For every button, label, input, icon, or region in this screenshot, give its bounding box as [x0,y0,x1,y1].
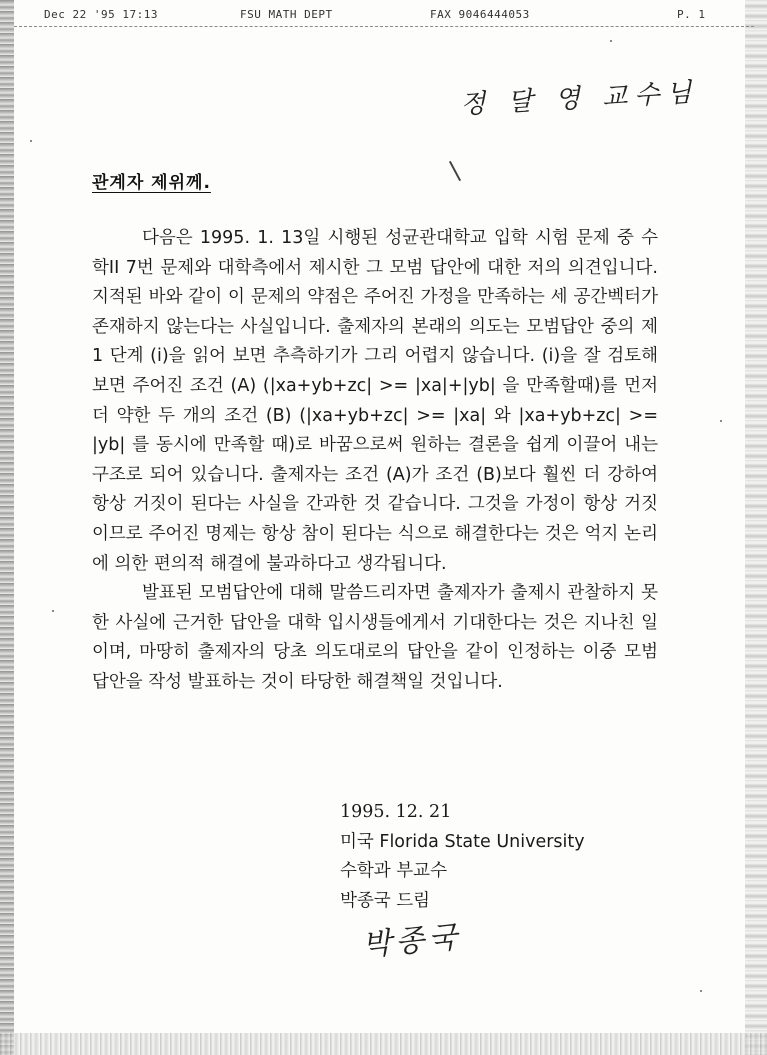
fax-header-date: Dec 22 '95 17:13 [44,8,158,21]
sender-position: 수학과 부교수 [340,861,447,881]
signature-block [340,798,585,916]
fax-header-number: FAX 9046444053 [430,8,530,21]
fax-noise-left [0,0,14,1055]
handwritten-recipient: 정 달 영 교수님 [459,77,700,121]
pen-stroke-mark [449,161,461,181]
fax-speck [610,40,612,42]
fax-header-dept: FSU MATH DEPT [240,8,333,21]
fax-header-rule [14,26,754,27]
body-paragraph: 다음은 1995. 1. 13일 시행된 성균관대학교 입학 시험 문제 중 수학II 7번 문제와 대학측에서 제시한 그 모범 답안에 대한 저의 의견입니다. 지적된 바와 같이 이 문제의 약점은 주어진 가정을 만족하는 세 공간벡터가 존재하지 않는다는 사실입니다. 출제자의 본래의 의도는 모범답안 중의 제 1 단계 (i)을 읽어 보면 추측하기가 그리 어렵지 않습니다. (i)을 잘 검토해 보면 주어진 조건 (A) (|xa+yb+zc| >= |xa|+|yb| 을 만족할때)를 먼저 더 약한 두 개의 조건 (B) (|xa+yb+zc| >= |xa| 와 |xa+yb+zc| >= |yb| 를 동시에 만족할 때)로 바꿈으로써 원하는 결론을 쉽게 이끌어 내는 구조로 되어 있습니다. 출제자는 조건 (A)가 조건 (B)보다 훨씬 더 강하여 항상 거짓이 된다는 사실을 간과한 것 같습니다. 그것을 가정이 항상 거짓이므로 주어진 명제는 항상 참이 된다는 식으로 해결한다는 것은 억지 논리에 의한 편의적 해결에 불과하다고 생각됩니다. [92,228,658,574]
fax-noise-right [745,0,767,1055]
fax-speck [720,420,722,422]
fax-header-page: P. 1 [677,8,706,21]
letter-date: 1995. 12. 21 [340,802,452,822]
sender-affiliation: 미국 Florida State University [340,831,585,852]
handwritten-signature: 박종국 [360,919,463,964]
fax-speck [700,990,702,992]
body-paragraph: 발표된 모범답안에 대해 말씀드리자면 출제자가 출제시 관찰하지 못한 사실에 근거한 답안을 대학 입시생들에게서 기대한다는 것은 지나친 일이며, 마땅히 출제자의 당초 의도대로의 답안을 같이 인정하는 이중 모범 답안을 작성 발표하는 것이 타당한 해결책일 것입니다. [92,583,658,692]
letter-body [92,224,658,698]
salutation: 관계자 제위께. [92,173,211,193]
fax-noise-bottom [0,1033,767,1055]
sender-name: 박종국 드림 [340,890,431,911]
fax-speck [52,610,54,612]
fax-speck [30,140,32,142]
